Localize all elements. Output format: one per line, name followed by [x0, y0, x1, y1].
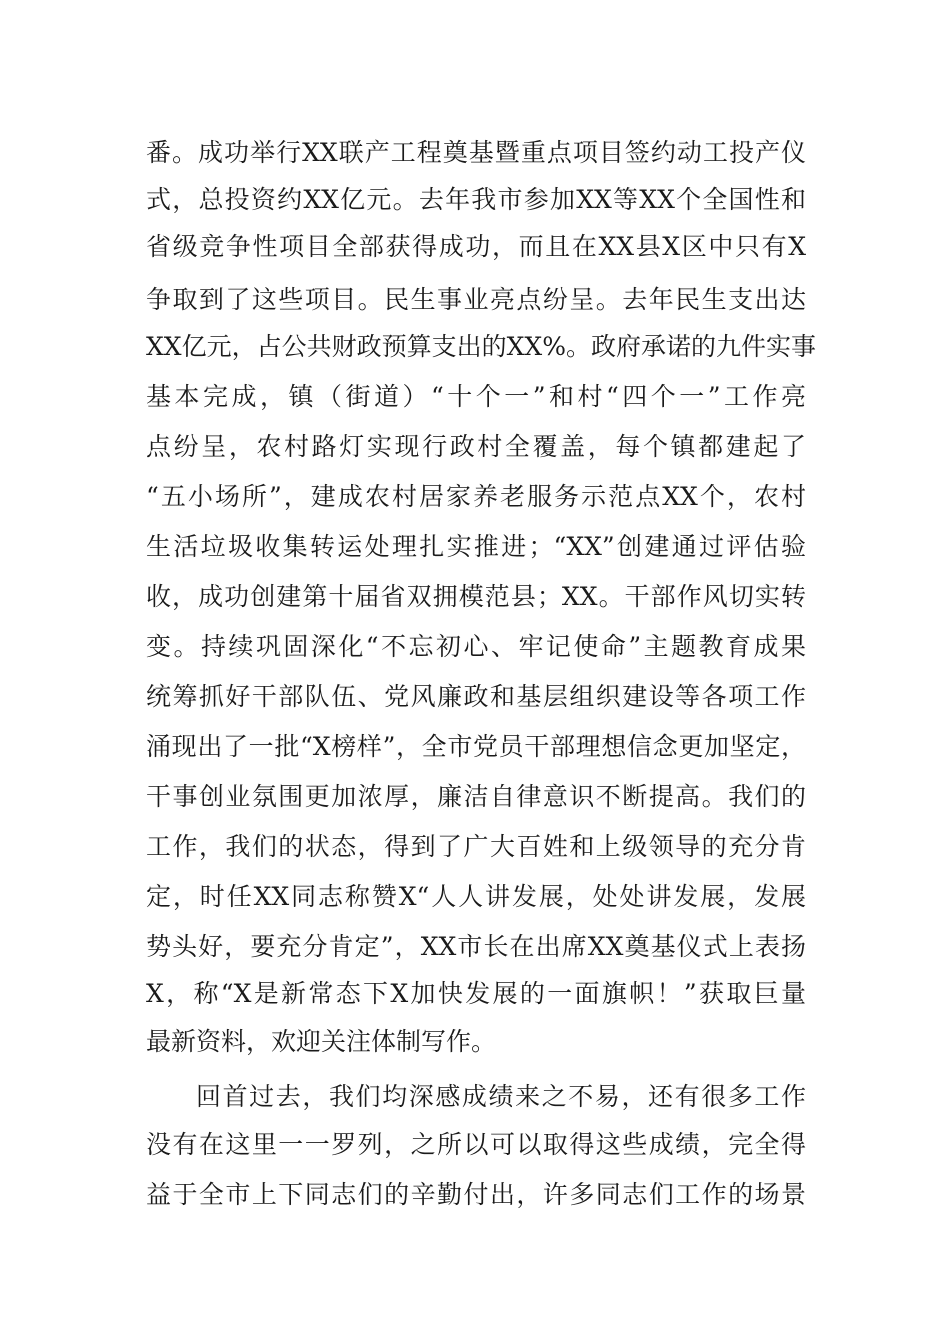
text-line: 工作，我们的状态，得到了广大百姓和上级领导的充分肯	[146, 832, 806, 861]
text-line: 定，时任XX同志称赞X“人人讲发展，处处讲发展，发展	[146, 882, 806, 911]
text-line: 收，成功创建第十届省双拥模范县；XX。干部作风切实转	[146, 582, 806, 611]
text-line: 争取到了这些项目。民生事业亮点纷呈。去年民生支出达	[146, 285, 806, 314]
text-line: 生活垃圾收集转运处理扎实推进；“XX”创建通过评估验	[146, 532, 806, 561]
text-line: 涌现出了一批“X榜样”，全市党员干部理想信念更加坚定，	[146, 732, 806, 761]
text-line: 干事创业氛围更加浓厚，廉洁自律意识不断提高。我们的	[146, 782, 806, 811]
text-line: 省级竞争性项目全部获得成功，而且在XX县X区中只有X	[146, 232, 806, 261]
text-line: 式，总投资约XX亿元。去年我市参加XX等XX个全国性和	[146, 185, 806, 214]
text-line: 统筹抓好干部队伍、党风廉政和基层组织建设等各项工作	[146, 682, 806, 711]
text-line: XX亿元，占公共财政预算支出的XX%。政府承诺的九件实事	[146, 332, 816, 361]
text-line: X，称“X是新常态下X加快发展的一面旗帜！”获取巨量	[146, 979, 806, 1008]
text-line: 最新资料，欢迎关注体制写作。	[146, 1027, 497, 1056]
text-line: 点纷呈，农村路灯实现行政村全覆盖，每个镇都建起了	[146, 432, 806, 461]
text-line: 益于全市上下同志们的辛勤付出，许多同志们工作的场景	[146, 1180, 806, 1209]
text-line: 番。成功举行XX联产工程奠基暨重点项目签约动工投产仪	[146, 138, 806, 167]
text-line: 基本完成，镇（街道）“十个一”和村“四个一”工作亮	[146, 382, 806, 411]
text-line: 回首过去，我们均深感成绩来之不易，还有很多工作	[196, 1082, 806, 1111]
text-line: 变。持续巩固深化“不忘初心、牢记使命”主题教育成果	[146, 632, 806, 661]
text-line: 没有在这里一一罗列，之所以可以取得这些成绩，完全得	[146, 1130, 806, 1159]
text-line: 势头好，要充分肯定”，XX市长在出席XX奠基仪式上表扬	[146, 932, 806, 961]
text-line: “五小场所”，建成农村居家养老服务示范点XX个，农村	[146, 482, 806, 511]
